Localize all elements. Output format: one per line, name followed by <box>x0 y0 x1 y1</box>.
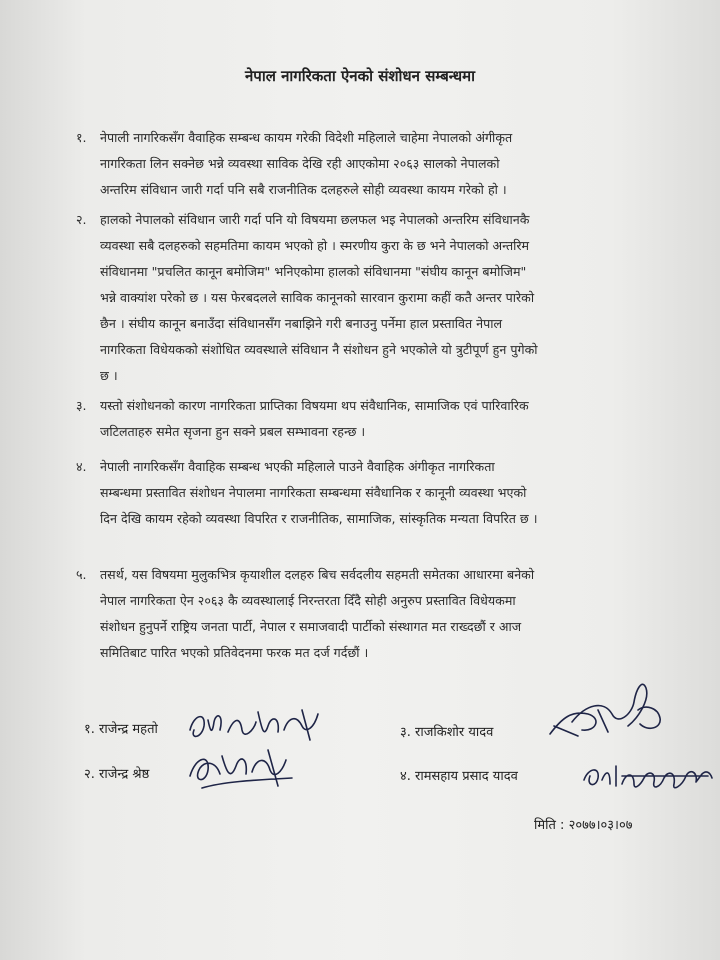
paragraph-line: जटिलताहरु समेत सृजना हुन सक्ने प्रबल सम्भावना रहन्छ । <box>100 424 366 439</box>
paragraph-line: छ । <box>100 368 118 383</box>
paragraph-line: छैन । संघीय कानून बनाउँदा संविधानसँग नबाझिने गरी बनाउनु पर्नेमा हाल प्रस्तावित नेपाल <box>100 316 503 331</box>
paragraph-number: २. <box>76 212 87 227</box>
paragraph-number: ४. <box>76 459 87 474</box>
paragraph-line: नेपाली नागरिकसँग वैवाहिक सम्बन्ध कायम गरेकी विदेशी महिलाले चाहेमा नेपालको अंगीकृत <box>100 130 513 145</box>
document-title: नेपाल नागरिकता ऐनको संशोधन सम्बन्धमा <box>244 67 476 85</box>
paragraph-2 <box>76 207 680 389</box>
paragraph-number: ५. <box>76 567 87 582</box>
paragraph-line: नागरिकता लिन सक्नेछ भन्ने व्यवस्था साविक देखि रही आएकोमा २०६३ सालको नेपालको <box>100 156 500 171</box>
signature-2-image <box>182 742 312 792</box>
signature-4-image <box>578 756 718 796</box>
paragraph-line: हालको नेपालको संविधान जारी गर्दा पनि यो विषयमा छलफल भइ नेपालको अन्तरिम संविधानकै <box>100 212 530 227</box>
paragraph-1 <box>76 125 680 203</box>
paragraph-line: व्यवस्था सबै दलहरुको सहमतिमा कायम भएको हो । स्मरणीय कुरा के छ भने नेपालको अन्तरिम <box>100 238 530 253</box>
paragraph-5 <box>76 562 680 666</box>
paragraph-line: नागरिकता विधेयकको संशोधित व्यवस्थाले संविधान नै संशोधन हुने भएकोले यो त्रुटीपूर्ण हुन पुगेको <box>100 342 538 357</box>
signatory-2-name: २. राजेन्द्र श्रेष्ठ <box>84 767 150 782</box>
paragraph-line: तसर्थ, यस विषयमा मुलुकभित्र कृयाशील दलहरु बिच सर्वदलीय सहमती समेतका आधारमा बनेको <box>100 567 535 582</box>
paragraph-number: १. <box>76 130 87 145</box>
signatory-1-name: १. राजेन्द्र महतो <box>84 722 158 737</box>
paragraph-line: अन्तरिम संविधान जारी गर्दा पनि सबै राजनीतिक दलहरुले सोही व्यवस्था कायम गरेको हो । <box>100 182 507 197</box>
paragraph-line: सम्बन्धमा प्रस्तावित संशोधन नेपालमा नागरिकता सम्बन्धमा संवैधानिक र कानूनी व्यवस्था भएको <box>100 485 527 500</box>
paragraph-line: नेपाल नागरिकता ऐन २०६३ कै व्यवस्थालाई निरन्तरता दिँदै सोही अनुरुप प्रस्तावित विधेयकमा <box>100 593 516 608</box>
paragraph-number: ३. <box>76 398 87 413</box>
paragraph-line: संविधानमा "प्रचलित कानून बमोजिम" भनिएकोमा हालको संविधानमा "संघीय कानून बमोजिम" <box>100 264 527 279</box>
document-date: मिति : २०७७।०३।०७ <box>534 818 633 833</box>
paragraph-line: भन्ने वाक्यांश परेको छ । यस फेरबदलले साविक कानूनको सारवान कुरामा कहीं कतै अन्तर पारेको <box>100 290 535 305</box>
signature-3-image <box>542 674 672 744</box>
paragraph-line: संशोधन हुनुपर्ने राष्ट्रिय जनता पार्टी, नेपाल र समाजवादी पार्टीको संस्थागत मत राख्दछौं र आज <box>100 619 522 634</box>
paragraph-line: दिन देखि कायम रहेको व्यवस्था विपरित र राजनीतिक, सामाजिक, सांस्कृतिक मन्यता विपरित छ । <box>100 511 538 526</box>
signatory-3-name: ३. राजकिशोर यादव <box>400 725 494 740</box>
paragraph-3 <box>76 393 680 445</box>
paragraph-line: समितिबाट पारित भएको प्रतिवेदनमा फरक मत दर्ज गर्दछौं । <box>100 645 369 660</box>
signatory-4-name: ४. रामसहाय प्रसाद यादव <box>400 769 518 784</box>
paragraph-4 <box>76 454 680 532</box>
paragraph-line: नेपाली नागरिकसँग वैवाहिक सम्बन्ध भएकी महिलाले पाउने वैवाहिक अंगीकृत नागरिकता <box>100 459 495 474</box>
paragraph-line: यस्तो संशोधनको कारण नागरिकता प्राप्तिका विषयमा थप संवैधानिक, सामाजिक एवं पारिवारिक <box>100 398 529 413</box>
